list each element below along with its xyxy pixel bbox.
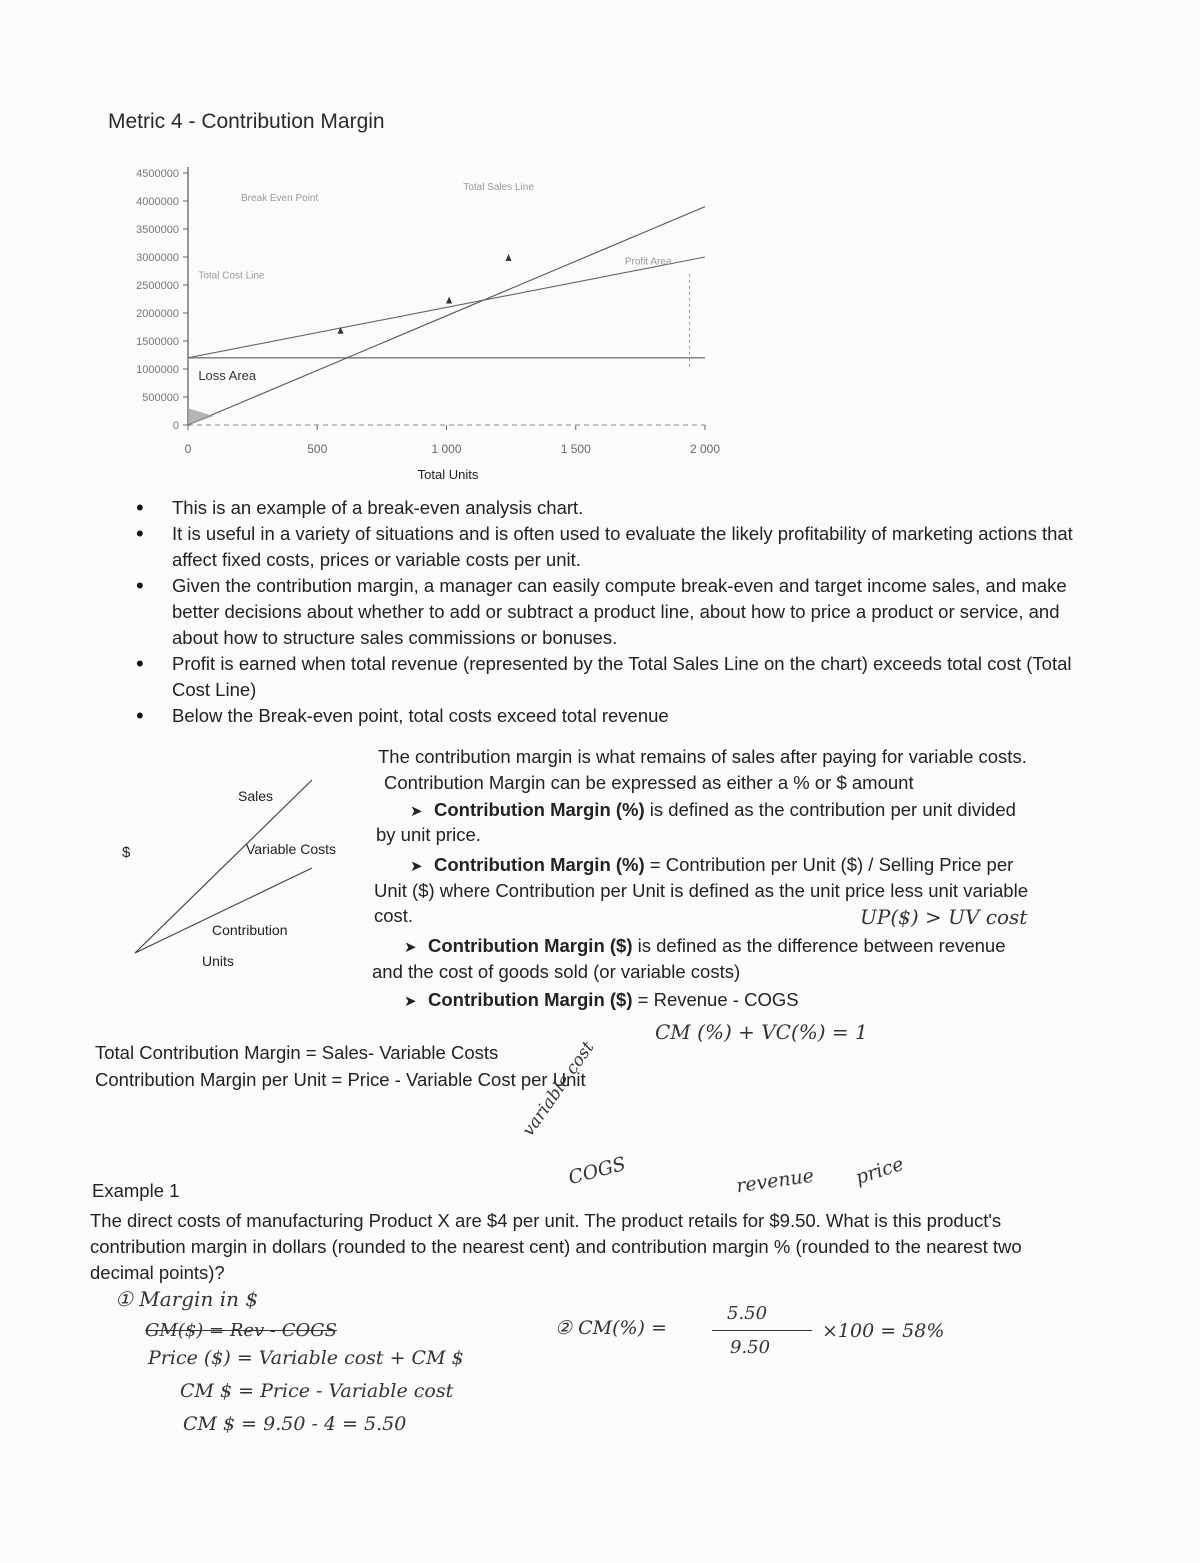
break-even-label: Break Even Point (240, 193, 319, 204)
definition-4: ➤ Contribution Margin ($) = Revenue - COGS (404, 987, 799, 1015)
bullet-list (128, 495, 1088, 729)
bullet-item: • Given the contribution margin, a manager can easily compute break-even and target income sales, and make better decisions about whether to add or subtract a product line, about how to price a product or service, and about how to structure sales commissions or bonuses. (128, 573, 1088, 651)
dollar-axis-label: $ (122, 844, 131, 861)
definition-intro-1: The contribution margin is what remains of sales after paying for variable costs. (378, 746, 1027, 767)
page-title: Metric 4 - Contribution Margin (108, 110, 385, 133)
bullet-item: • Below the Break-even point, total costs exceed total revenue (128, 703, 1088, 729)
sales-label: Sales (238, 788, 274, 804)
y-tick-label: 3000000 (136, 252, 179, 264)
y-tick-label: 3500000 (136, 224, 179, 236)
loss-area-label: Loss Area (198, 368, 257, 384)
handwritten-pct-result: ×100 = 58% (822, 1320, 945, 1342)
y-tick-label: 1500000 (136, 336, 179, 348)
y-tick-label: 4000000 (136, 196, 179, 208)
handwritten-price: price (852, 1152, 907, 1190)
arrow-bullet-icon: ➤ (410, 858, 423, 875)
y-tick-label: 1000000 (136, 364, 179, 376)
x-tick-label: 1 000 (431, 442, 462, 456)
x-tick-label: 1 500 (560, 442, 591, 456)
total-cm-formula: Total Contribution Margin = Sales- Variable Costs (95, 1042, 499, 1063)
handwritten-margin-heading: ① Margin in $ (115, 1287, 259, 1311)
handwritten-cm-line: CM $ = Price - Variable cost (180, 1380, 454, 1402)
handwritten-variable-cost: variable cost (518, 1037, 599, 1140)
cost-line-label: Total Cost Line (198, 270, 265, 282)
definition-intro-2: Contribution Margin can be expressed as either a % or $ amount (384, 772, 914, 793)
fraction-bar (712, 1330, 812, 1331)
y-tick-label: 0 (172, 420, 179, 432)
handwritten-calc-line: CM $ = 9.50 - 4 = 5.50 (183, 1413, 407, 1435)
x-tick-label: 2 000 (689, 442, 721, 456)
handwritten-cogs: COGS (566, 1152, 629, 1190)
arrow-bullet-icon: ➤ (410, 803, 423, 820)
handwritten-cm-note: CM (%) + VC(%) = 1 (655, 1020, 868, 1044)
x-axis-label: Total Units (417, 467, 479, 482)
example-text: The direct costs of manufacturing Product X are $4 per unit. The product retails for $9.50. What is this product's contribution margin in dollars (rounded to the nearest cent) and contribution margin % (rounded to the nearest two decimal points)? (90, 1210, 1022, 1283)
handwritten-up-note: UP($) > UV cost (860, 905, 1028, 929)
arrow-bullet-icon: ➤ (404, 939, 417, 956)
contribution-label: Contribution (212, 922, 288, 938)
per-unit-cm-formula: Contribution Margin per Unit = Price - Variable Cost per Unit (95, 1069, 586, 1090)
handwritten-numerator: 5.50 (727, 1303, 768, 1324)
y-tick-label: 4500000 (136, 168, 179, 180)
x-tick-label: 0 (184, 442, 192, 456)
x-tick-label: 500 (307, 442, 328, 456)
handwritten-struck-line: GM($) = Rev - COGS (145, 1320, 337, 1341)
units-label: Units (202, 953, 234, 969)
definition-3: ➤ Contribution Margin ($) is defined as the difference between revenue (404, 933, 1006, 961)
loss-area-wedge (188, 408, 214, 425)
arrow-icon (446, 297, 452, 304)
arrow-bullet-icon: ➤ (404, 993, 417, 1010)
definition-2-cont: Unit ($) where Contribution per Unit is defined as the unit price less unit variable (374, 880, 1028, 901)
bullet-item: • Profit is earned when total revenue (represented by the Total Sales Line on the chart) exceeds total cost (Total Cost Line) (128, 651, 1088, 703)
variable-costs-label: Variable Costs (246, 841, 337, 857)
total-cost-line (188, 257, 705, 358)
handwritten-pct-label: ② CM(%) = (555, 1317, 667, 1339)
handwritten-price-line: Price ($) = Variable cost + CM $ (148, 1347, 464, 1369)
variable-costs-line (135, 868, 312, 953)
definition-2: ➤ Contribution Margin (%) = Contribution per Unit ($) / Selling Price per (410, 852, 1013, 880)
sales-line-label: Total Sales Line (463, 181, 534, 193)
handwritten-denominator: 9.50 (730, 1337, 771, 1358)
definition-3-cont: and the cost of goods sold (or variable costs) (372, 961, 741, 982)
profit-area-label: Profit Area (624, 256, 672, 268)
y-tick-label: 2500000 (136, 280, 179, 292)
y-tick-label: 500000 (142, 392, 179, 404)
arrow-icon (506, 254, 512, 261)
bullet-item: • It is useful in a variety of situations and is often used to evaluate the likely profitability of marketing actions that affect fixed costs, prices or variable costs per unit. (128, 521, 1088, 573)
definition-2-cont2: cost. (374, 905, 414, 926)
definition-1: ➤ Contribution Margin (%) is defined as the contribution per unit divided (410, 797, 1016, 825)
break-even-chart (100, 155, 740, 490)
total-sales-line (188, 207, 705, 425)
handwritten-revenue: revenue (734, 1164, 816, 1198)
example-heading: Example 1 (92, 1180, 180, 1201)
y-tick-label: 2000000 (136, 308, 179, 320)
contribution-diagram (110, 775, 360, 975)
bullet-item: • This is an example of a break-even analysis chart. (128, 495, 1088, 521)
definition-1-cont: by unit price. (376, 824, 481, 845)
